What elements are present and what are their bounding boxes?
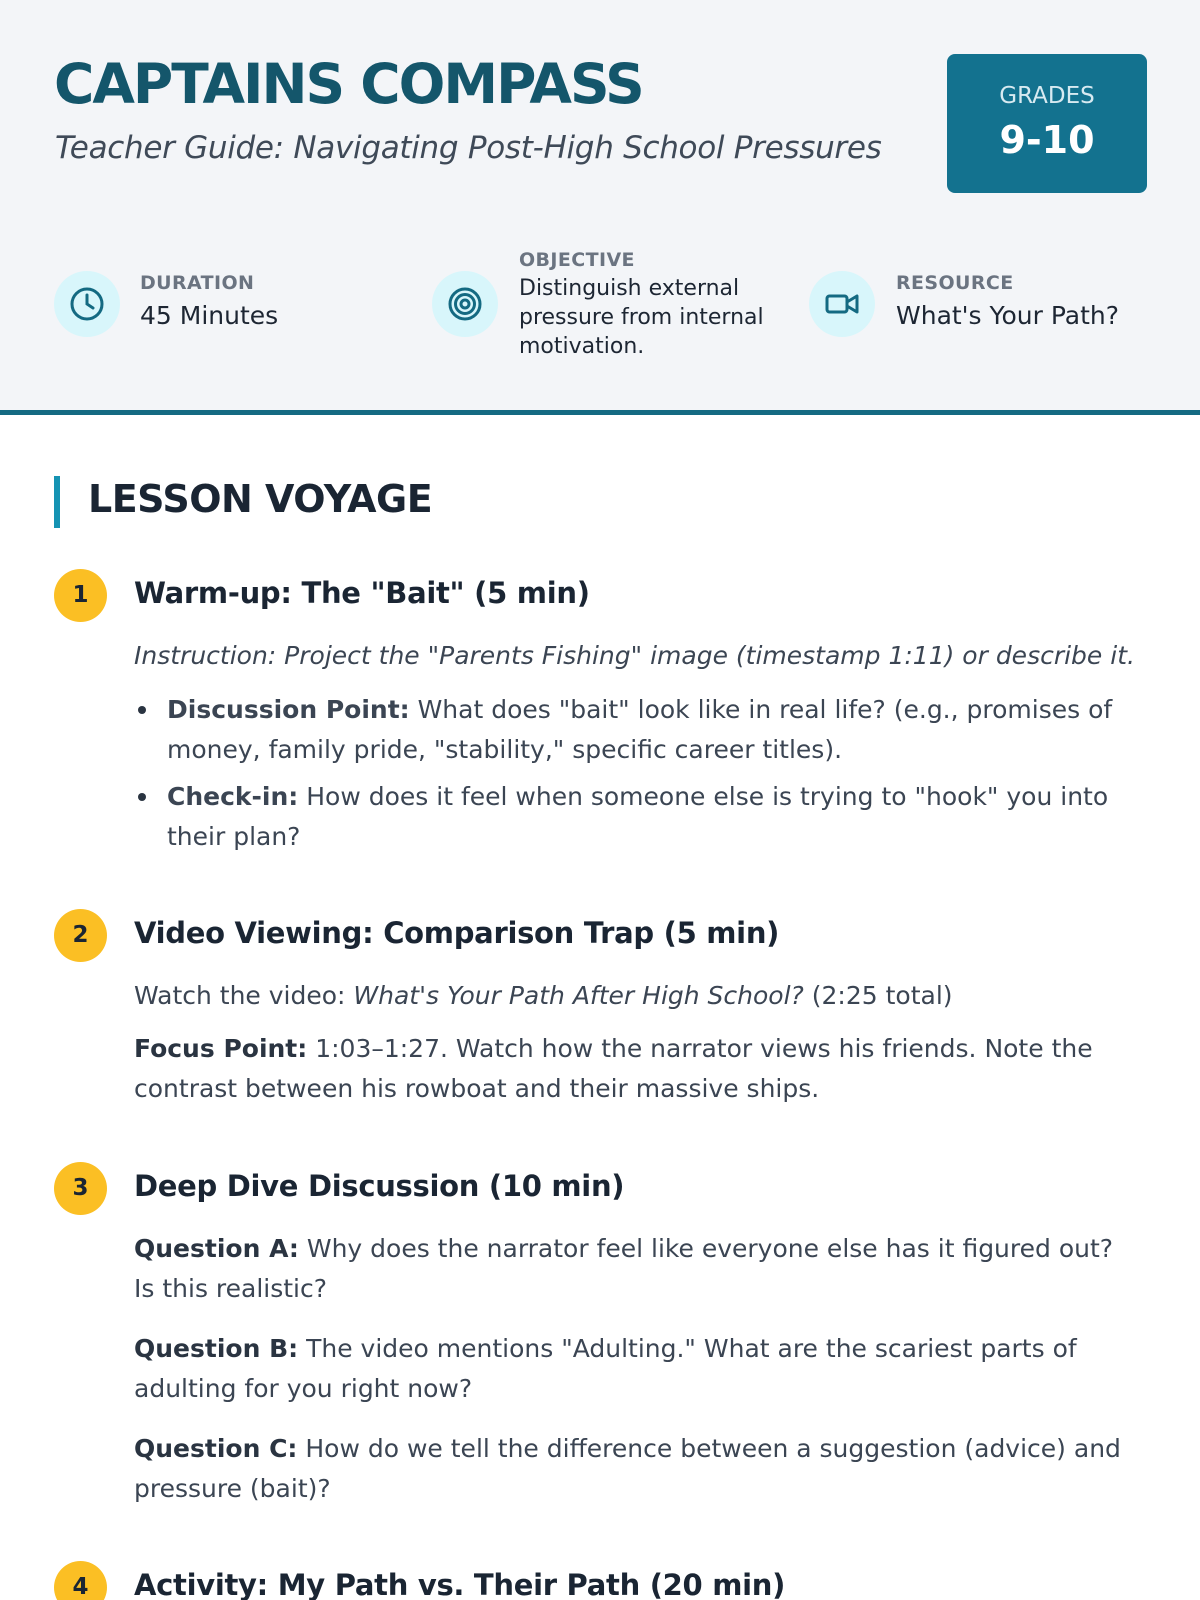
step-title: Deep Dive Discussion (10 min) bbox=[134, 1169, 625, 1203]
step-title: Warm-up: The "Bait" (5 min) bbox=[134, 576, 590, 610]
objective-value: Distinguish external pressure from internal motivation. bbox=[519, 276, 764, 359]
duration-value: 45 Minutes bbox=[140, 301, 279, 330]
bullet-dot bbox=[138, 793, 146, 801]
question-c bbox=[134, 1429, 1134, 1509]
page-subtitle: Teacher Guide: Navigating Post-High School Pressures bbox=[55, 130, 882, 166]
bullet-label: Check-in: bbox=[167, 782, 299, 811]
step-number-badge: 2 bbox=[54, 909, 107, 962]
step-number-badge: 1 bbox=[54, 569, 107, 622]
list-item bbox=[167, 690, 1117, 770]
section-title: LESSON VOYAGE bbox=[88, 477, 433, 521]
focus-label: Focus Point: bbox=[134, 1034, 308, 1063]
step-instruction: Instruction: Project the "Parents Fishing" image (timestamp 1:11) or describe it. bbox=[134, 641, 1135, 670]
question-text: Why does the narrator feel like everyone else has it figured out? Is this realistic? bbox=[134, 1234, 1114, 1303]
duration-label: DURATION bbox=[140, 272, 255, 294]
bullet-dot bbox=[138, 706, 146, 714]
step-number-badge: 3 bbox=[54, 1162, 107, 1215]
question-label: Question B: bbox=[134, 1334, 299, 1363]
video-title: What's Your Path After High School? bbox=[353, 981, 804, 1010]
focus-point bbox=[134, 1029, 1134, 1109]
question-label: Question C: bbox=[134, 1434, 298, 1463]
bullet-label: Discussion Point: bbox=[167, 695, 410, 724]
watch-prefix: Watch the video: bbox=[134, 981, 354, 1010]
target-icon bbox=[432, 271, 498, 337]
question-a bbox=[134, 1229, 1134, 1309]
bullet-text: What does "bait" look like in real life? (e.g., promises of money, family pride, "stability," specific career titles). bbox=[167, 695, 1113, 764]
objective-label: OBJECTIVE bbox=[519, 249, 635, 271]
watch-line bbox=[134, 976, 1134, 1016]
resource-value: What's Your Path? bbox=[896, 301, 1120, 330]
question-b bbox=[134, 1329, 1134, 1409]
step-title: Activity: My Path vs. Their Path (20 min) bbox=[134, 1568, 786, 1600]
watch-suffix: (2:25 total) bbox=[803, 981, 953, 1010]
step-number-badge: 4 bbox=[54, 1561, 107, 1600]
resource-label: RESOURCE bbox=[896, 272, 1014, 294]
header bbox=[0, 0, 1200, 415]
video-icon bbox=[809, 271, 875, 337]
question-text: The video mentions "Adulting." What are the scariest parts of adulting for you right now? bbox=[134, 1334, 1077, 1403]
question-text: How do we tell the difference between a suggestion (advice) and pressure (bait)? bbox=[134, 1434, 1121, 1503]
grades-badge bbox=[947, 54, 1147, 193]
question-label: Question A: bbox=[134, 1234, 299, 1263]
step-title: Video Viewing: Comparison Trap (5 min) bbox=[134, 916, 780, 950]
focus-text: 1:03–1:27. Watch how the narrator views his friends. Note the contrast between his rowboat and their massive ships. bbox=[134, 1034, 1093, 1103]
grades-label: GRADES bbox=[999, 83, 1095, 109]
section-accent-bar bbox=[54, 476, 60, 528]
grades-value: 9-10 bbox=[999, 118, 1095, 162]
clock-icon bbox=[54, 271, 120, 337]
list-item bbox=[167, 777, 1117, 857]
bullet-text: How does it feel when someone else is trying to "hook" you into their plan? bbox=[167, 782, 1109, 851]
page-title: CAPTAINS COMPASS bbox=[54, 52, 643, 116]
